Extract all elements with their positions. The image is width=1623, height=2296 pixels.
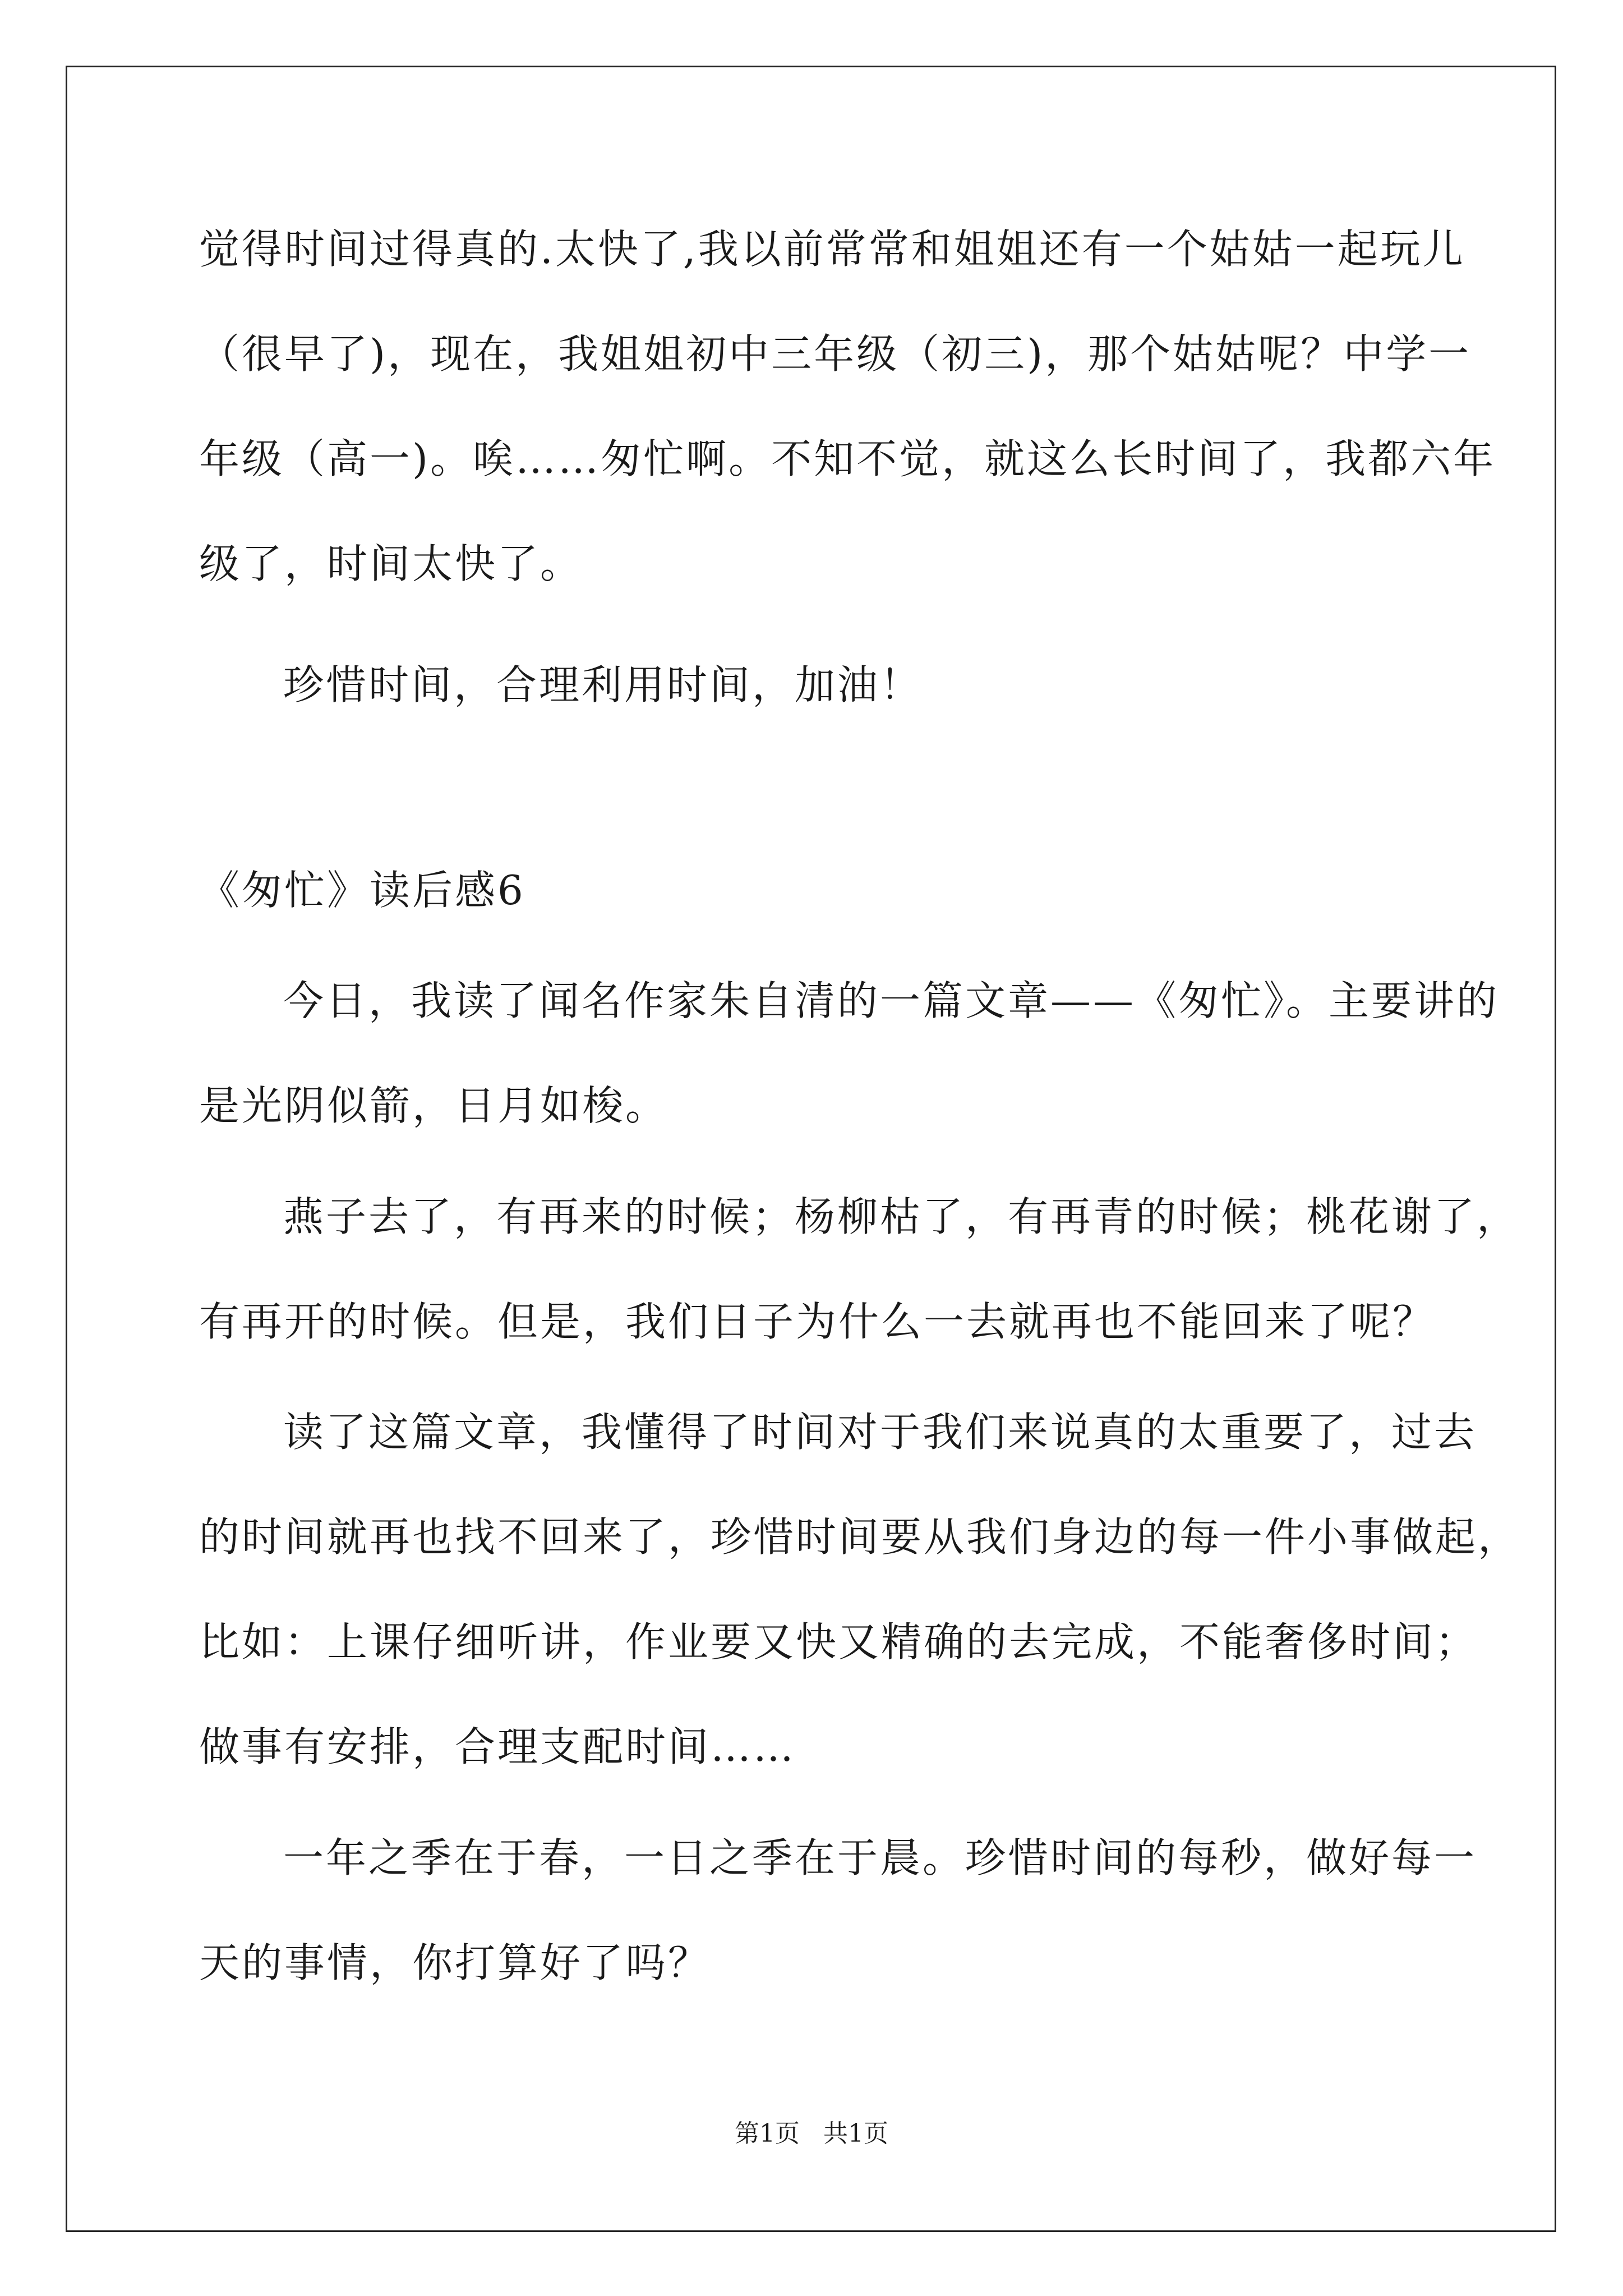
paragraph-line: 珍惜时间，合理利用时间，加油！: [283, 661, 923, 708]
paragraph-line: 做事有安排，合理支配时间……: [199, 1723, 796, 1770]
paragraph-line: 读了这篇文章，我懂得了时间对于我们来说真的太重要了，过去: [283, 1409, 1477, 1456]
paragraph-line: 今日，我读了闻名作家朱自清的一篇文章——《匆忙》。主要讲的: [283, 977, 1500, 1024]
page-border: [66, 66, 1556, 2232]
section-heading: 《匆忙》读后感6: [199, 867, 525, 914]
paragraph-line: 觉得时间过得真的.太快了,我以前常常和姐姐还有一个姑姑一起玩儿: [199, 226, 1465, 273]
paragraph-line: 比如：上课仔细听讲，作业要又快又精确的去完成，不能奢侈时间；: [199, 1618, 1478, 1665]
paragraph-line: 的时间就再也找不回来了，珍惜时间要从我们身边的每一件小事做起，: [199, 1513, 1521, 1561]
paragraph-line: 级了，时间太快了。: [199, 540, 583, 587]
paragraph-line: 天的事情，你打算好了吗？: [199, 1939, 711, 1986]
paragraph-line: 燕子去了，有再来的时候；杨柳枯了，有再青的时候；桃花谢了，: [283, 1193, 1520, 1240]
paragraph-line: 一年之季在于春，一日之季在于晨。珍惜时间的每秒，做好每一: [283, 1834, 1477, 1881]
paragraph-line: 有再开的时候。但是，我们日子为什么一去就再也不能回来了呢？: [199, 1298, 1436, 1345]
paragraph-line: （很早了)，现在，我姐姐初中三年级（初三)，那个姑姑呢？中学一: [199, 330, 1472, 378]
paragraph-line: 是光阴似箭，日月如梭。: [199, 1082, 668, 1129]
page-footer: 第1页 共1页: [735, 2119, 888, 2148]
paragraph-line: 年级（高一)。唉……匆忙啊。不知不觉，就这么长时间了，我都六年: [199, 435, 1496, 482]
